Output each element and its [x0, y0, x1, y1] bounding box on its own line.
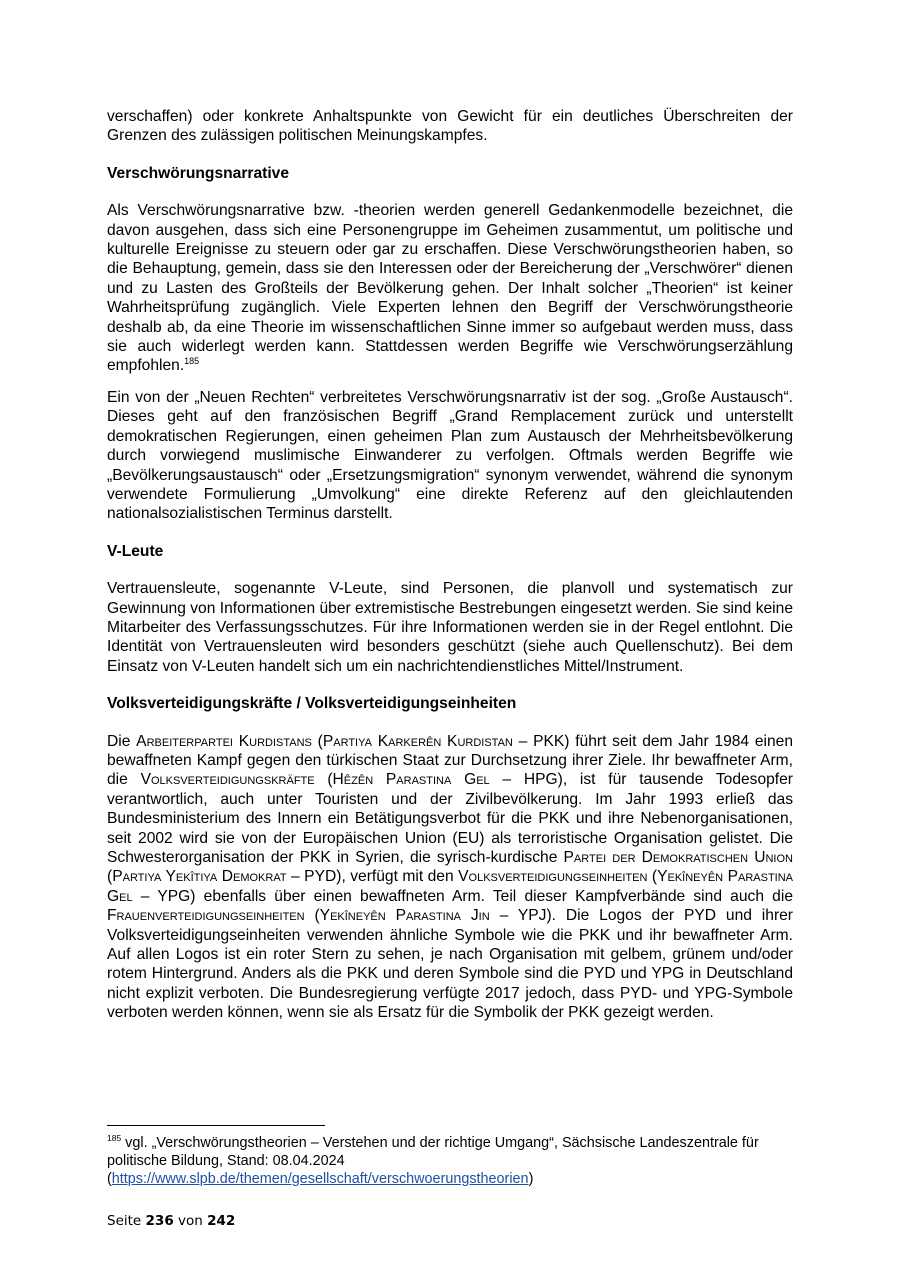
org-name: Frauenverteidigungseinheiten [107, 907, 305, 925]
paragraph-v-leute: Vertrauensleute, sogenannte V-Leute, sind Personen, die planvoll und systematisch zur Gewinnung von Informationen über extremistische Bestrebungen eingesetzt werden. Sie sind keine Mitarbeiter des Verfassungsschutzes. Für ihre Informationen werden sie in der Regel entlohnt. Die Identität von Vertrauensleuten wird besonders geschützt (siehe auch Quellenschutz). Bei dem Einsatz von V-Leuten handelt sich um ein nachrichtendienstliches Mittel/Instrument. [107, 580, 793, 675]
paragraph-text: Als Verschwörungsnarrative bzw. -theorien werden generell Gedankenmodelle bezeichnet, die davon ausgehen, dass sich eine Personengruppe im Geheimen zusammentut, um politische und kulturelle Ereignisse zu steuern oder gar zu erschaffen. Diese Verschwörungstheorien haben, so die Behauptung, gemein, dass sie den Interessen oder der Bereicherung der „Verschwörer“ dienen und zu Lasten des Großteils der Bevölkerung gehen. Der Inhalt solcher „Theorien“ ist keiner Wahrheitsprüfung zugänglich. Viele Experten lehnen den Begriff der Verschwörungstheorie deshalb ab, da eine Theorie im wissenschaftlichen Sinne immer so aufgebaut werden muss, dass sie auch widerlegt werden kann. Stattdessen werden Begriffe wie Verschwörungserzählung empfohlen. [107, 202, 793, 375]
org-name: Volksverteidigungskräfte [140, 771, 315, 789]
text-segment: – PKK) führt seit dem Jahr 1984 einen bewaffneten Kampf gegen den türkischen Staat zur Durchsetzung ihrer Ziele. Ihr bewaffneter Arm, die [107, 732, 794, 789]
page-total: 242 [207, 1213, 236, 1229]
paragraph-continuation: verschaffen) oder konkrete Anhaltspunkte von Gewicht für ein deutliches Überschreiten der Grenzen des zulässigen politischen Meinungskampfes. [107, 108, 793, 145]
document-body [107, 107, 793, 1023]
text-segment: ( [311, 732, 323, 750]
org-name: Partei der Demokratischen Union [563, 849, 793, 866]
org-name: Yekîneyên Parastina Gel [107, 868, 794, 905]
page-number [107, 1212, 235, 1231]
text-segment: – PYD), verfügt mit den [286, 868, 459, 886]
org-name: Partiya Yekîtiya Demokrat [112, 868, 287, 886]
footnote-text: vgl. „Verschwörungstheorien – Verstehen und der richtige Umgang“, Sächsische Landeszentrale für politische Bildung, Stand: 08.04.2024 [107, 1135, 759, 1169]
footnote-link[interactable]: https://www.slpb.de/themen/gesellschaft/verschwoerungstheorien [111, 1171, 529, 1187]
org-name: Volksverteidigungseinheiten [458, 868, 648, 886]
footnote-paren-close: ) [528, 1171, 534, 1187]
text-segment: ( [304, 907, 320, 925]
page-of: von [173, 1213, 208, 1229]
heading-volksverteidigung: Volksverteidigungskräfte / Volksverteidigungseinheiten [107, 695, 517, 713]
text-segment: Die [107, 732, 137, 750]
heading-verschwoerungsnarrative: Verschwörungsnarrative [107, 164, 290, 182]
text-segment: – YPJ). Die Logos der PYD und ihrer Volksverteidigungseinheiten verwenden ähnliche Symbole wie die PKK und ihr bewaffneter Arm. Auf allen Logos ist ein roter Stern zu sehen, je nach Organisation mit gelbem, grünem und/oder rotem Hintergrund. Anders als die PKK und deren Symbole sind die PYD und YPG in Deutschland nicht explizit verboten. Die Bundesregierung verfügte 2017 jedoch, dass PYD- und YPG-Symbole verboten werden können, wenn sie als Ersatz für die Symbolik der PKK gezeigt werden. [107, 907, 794, 1022]
footnote-reference[interactable]: 185 [184, 356, 200, 367]
text-segment: – HPG), ist für tausende Todesopfer verantwortlich, auch unter Touristen und der Zivilbevölkerung. Im Jahr 1993 erließ das Bundesministerium des Innern ein Betätigungsverbot für die PKK und ihre Nebenorganisationen, seit 2002 wird sie von der Europäischen Union (EU) als terroristische Organisation gelistet. Die Schwesterorganisation der PKK in Syrien, die syrisch-kurdische [107, 771, 793, 866]
org-name: Arbeiterpartei Kurdistans [136, 732, 312, 750]
text-segment: ( [107, 868, 113, 886]
text-segment: – YPG) ebenfalls über einen bewaffneten Arm. Teil dieser Kampfverbände sind auch die [132, 887, 793, 905]
org-name: Partiya Karkerên Kurdistan [322, 732, 513, 750]
paragraph-volksverteidigung [107, 732, 793, 1023]
paragraph-verschwoerung-1 [107, 201, 793, 376]
page-current: 236 [145, 1213, 174, 1229]
org-name: Yekîneyên Parastina Jin [319, 907, 490, 925]
footnote-separator [107, 1125, 325, 1126]
footnote [107, 1134, 793, 1188]
text-segment: ( [314, 771, 333, 789]
footnote-paren-open: ( [107, 1171, 112, 1187]
page-label: Seite [107, 1213, 146, 1229]
text-segment: ( [647, 868, 658, 886]
footnote-number: 185 [107, 1133, 122, 1144]
org-name: Hêzên Parastina Gel [332, 771, 490, 789]
heading-v-leute: V-Leute [107, 542, 164, 560]
paragraph-verschwoerung-2: Ein von der „Neuen Rechten“ verbreitetes Verschwörungsnarrativ ist der sog. „Große Austausch“. Dieses geht auf den französischen Begriff „Grand Remplacement zurück und unterstellt demokratischen Regierungen, einen geheimen Plan zum Austausch der Mehrheitsbevölkerung durch vorwiegend muslimische Einwanderer zu verfolgen. Oftmals werden Begriffe wie „Bevölkerungsaustausch“ oder „Ersetzungsmigration“ synonym verwendet, während die synonym verwendete Formulierung „Umvolkung“ eine direkte Referenz auf den gleichlautenden nationalsozialistischen Terminus darstellt. [107, 388, 793, 523]
